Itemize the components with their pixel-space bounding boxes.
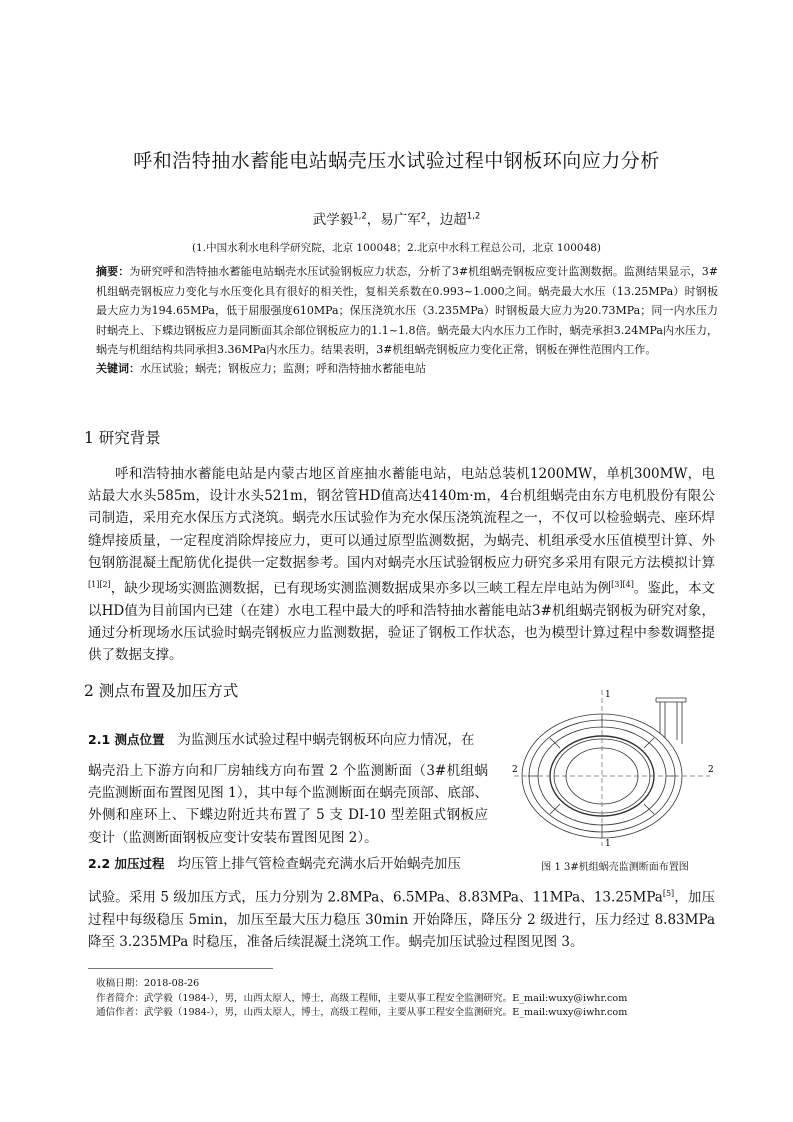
author-separator: ，	[366, 212, 381, 228]
subsection-2-2-text	[88, 883, 715, 953]
section-label-1-top: 1	[605, 690, 611, 700]
footnote-author-bio: 作者简介：武学毅（1984-），男，山西太原人，博士，高级工程师，主要从事工程安全监测研究。E_mail:wuxy@iwhr.com	[96, 992, 628, 1004]
citation: [3][4]	[611, 580, 634, 590]
section-1-paragraph	[88, 463, 715, 666]
citation: [1][2]	[88, 580, 111, 590]
author-separator: ，	[426, 212, 440, 228]
subsection-label: 2.1 测点位置	[88, 732, 165, 747]
subsection-lead-text: 均压管上排气管检查蜗壳充满水后开始蜗壳加压	[177, 856, 461, 872]
footnotes	[96, 977, 716, 1021]
paragraph-text: 呼和浩特抽水蓄能电站是内蒙古地区首座抽水蓄能电站，电站总装机1200MW，单机300MW，电站最大水头585m，设计水头521m，钢岔管HD值高达4140m·m，4台机组蜗壳由东方电机股份有限公司制造，采用充水保压方式浇筑。蜗壳水压试验作为充水保压浇筑流程之一，不仅可以检验蜗壳、座环焊缝焊接质量，一定程度消除焊接应力，更可以通过原型监测数据，为蜗壳、机组承受水压值模型计算、外包钢筋混凝土配筋优化提供一定数据参考。国内对蜗壳水压试验钢板应力研究多采用有限元方法模拟计算	[88, 466, 715, 571]
paragraph-text: 试验。采用 5 级加压方式，压力分别为 2.8MPa、6.5MPa、8.83MPa、11MPa、13.25MPa	[88, 889, 663, 906]
author-name: 武学毅	[312, 212, 354, 228]
paragraph-text: 。鉴此，本文以HD值为目前国内已建（在建）水电工程中最大的呼和浩特抽水蓄能电站3#机组蜗壳钢板为研究对象，通过分析现场水压试验时蜗壳钢板应力监测数据，验证了钢板工作状态，也为模型计算过程中参数调整提供了数据支撑。	[88, 580, 716, 664]
keywords-label: 关键词：	[96, 362, 140, 375]
author-affiliation-mark: 2	[420, 211, 427, 222]
author-name: 边超	[439, 212, 467, 228]
author-name: 易广军	[380, 212, 421, 228]
author-affiliation-mark: 1,2	[466, 211, 481, 222]
figure-1-caption: 图 1 3#机组蜗壳监测断面布置图	[541, 862, 689, 873]
footnote-received-date: 收稿日期：2018-08-26	[96, 978, 200, 989]
author-line	[0, 208, 793, 228]
subsection-2-1-lead	[88, 729, 488, 751]
abstract-label: 摘要：	[96, 265, 130, 278]
spiral-case-section-figure	[510, 688, 720, 848]
section-label-2-left: 2	[512, 765, 518, 775]
keywords	[96, 360, 718, 376]
keywords-text: 水压试验；蜗壳；钢板应力；监测；呼和浩特抽水蓄能电站	[140, 362, 426, 375]
section-label-2-right: 2	[708, 765, 714, 775]
citation: [5]	[662, 889, 675, 898]
subsection-lead-text: 为监测压水试验过程中蜗壳钢板环向应力情况，在	[177, 732, 475, 748]
section-heading-1: 1 研究背景	[84, 429, 161, 447]
subsection-2-2-lead	[88, 853, 498, 875]
spiral-case-drawing	[510, 688, 720, 848]
author-affiliation-mark: 1,2	[353, 211, 367, 222]
subsection-label: 2.2 加压过程	[88, 856, 165, 871]
subsection-2-1-text: 蜗壳沿上下游方向和厂房轴线方向布置 2 个监测断面（3#机组蜗壳监测断面布置图见图 1），其中每个监测断面在蜗壳顶部、底部、外侧和座环上、下蝶边附近共布置了 5 支 DI-10 型差阻式钢板应变计（监测断面钢板应变计安装布置图见图 2）。	[88, 763, 488, 846]
abstract	[96, 262, 718, 360]
paragraph-text: ，加压过程中每级稳压 5min，加压至最大压力稳压 30min 开始降压，降压分 2 级进行，压力经过 8.83MPa 降至 3.235MPa 时稳压，准备后续混凝土浇筑工作。蜗壳加压试验过程图见图 3。	[88, 889, 716, 950]
paper-title: 呼和浩特抽水蓄能电站蜗壳压水试验过程中钢板环向应力分析	[133, 150, 660, 172]
footnote-divider	[88, 968, 273, 969]
affiliations: (1.中国水利水电科学研究院，北京 100048；2.北京中水科工程总公司，北京 100048)	[191, 242, 602, 254]
abstract-text: 为研究呼和浩特抽水蓄能电站蜗壳水压试验钢板应力状态，分析了3#机组蜗壳钢板应变计监测数据。监测结果显示，3#机组蜗壳钢板应力变化与水压变化具有很好的相关性，复相关系数在0.993~1.000之间。蜗壳最大水压（13.25MPa）时钢板最大应力为194.65MPa，低于屈服强度610MPa；保压浇筑水压（3.235MPa）时钢板最大应力为20.73MPa；同一内水压力时蜗壳上、下蝶边钢板应力是同断面其余部位钢板应力的1.1~1.8倍。蜗壳最大内水压力工作时，蜗壳承担3.24MPa内水压力，蜗壳与机组结构共同承担3.36MPa内水压力。结果表明，3#机组蜗壳钢板应力变化正常，钢板在弹性范围内工作。	[96, 265, 718, 356]
paragraph-text: ，缺少现场实测监测数据，已有现场实测监测数据成果亦多以三峡工程左岸电站为例	[110, 580, 612, 597]
section-heading-2: 2 测点布置及加压方式	[84, 682, 239, 700]
section-label-1-bottom: 1	[605, 839, 611, 848]
footnote-corresponding-author: 通信作者：武学毅（1984-），男，山西太原人，博士，高级工程师，主要从事工程安全监测研究。E_mail:wuxy@iwhr.com	[96, 1007, 628, 1018]
